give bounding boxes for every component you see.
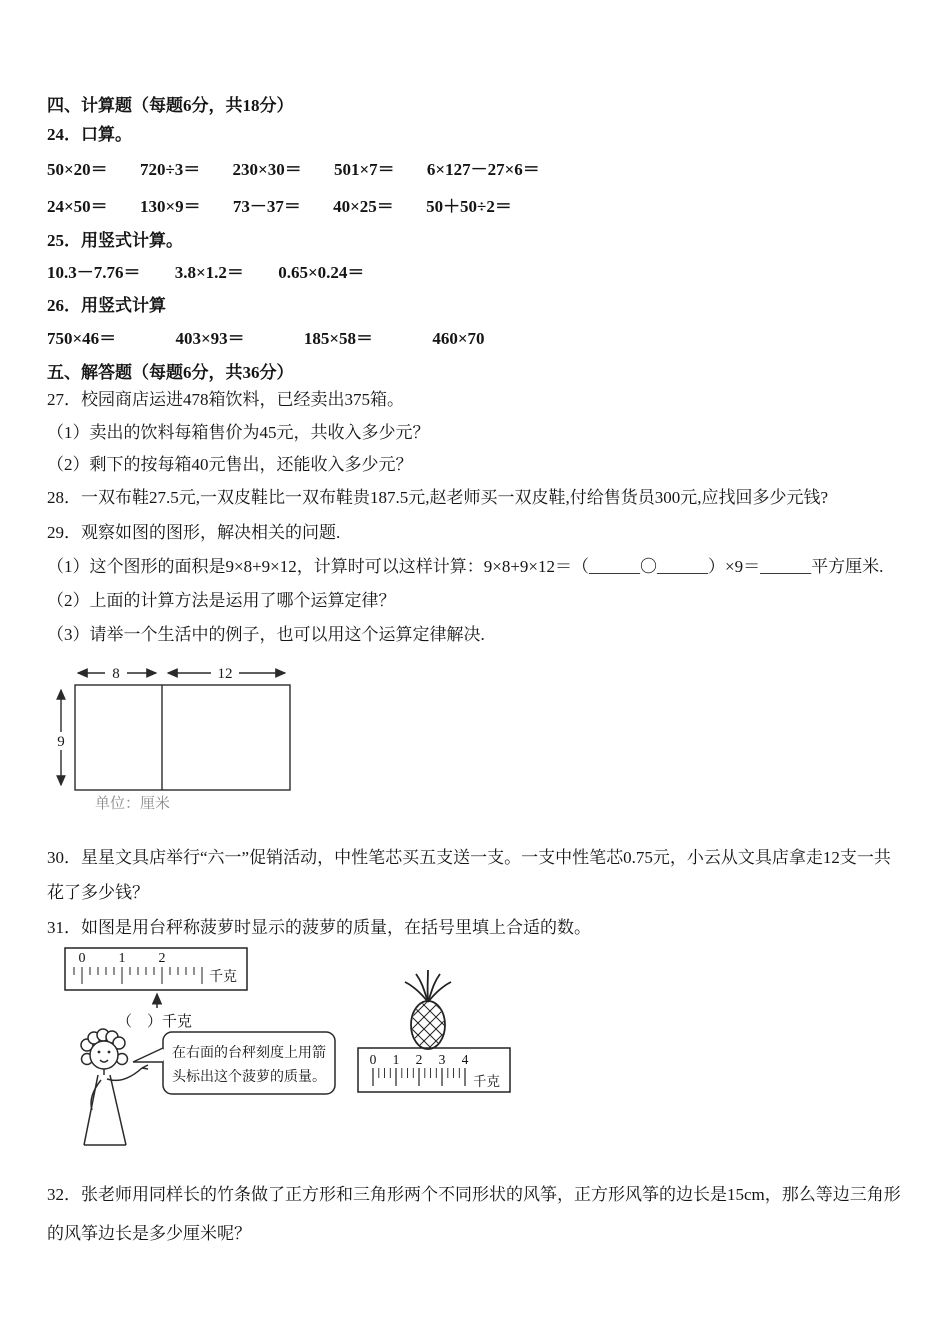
woman-extended-arm bbox=[107, 1068, 142, 1080]
bubble-text-line2: 头标出这个菠萝的质量。 bbox=[172, 1070, 326, 1085]
scale-1-unit: 千克 bbox=[209, 970, 237, 985]
q29-text: 29．观察如图的图形，解决相关的问题. bbox=[47, 523, 341, 542]
q31-text: 31．如图是用台秤称菠萝时显示的菠萝的质量，在括号里填上合适的数。 bbox=[47, 918, 591, 937]
scale-1-tickmarks bbox=[74, 967, 202, 984]
q25-heading: 25．用竖式计算。 bbox=[47, 231, 183, 250]
scale-1 bbox=[65, 948, 247, 990]
scale-2-major-ticks bbox=[373, 1068, 465, 1086]
scale-2-tick-3: 3 bbox=[438, 1052, 446, 1067]
scale-2-tick-4: 4 bbox=[461, 1052, 469, 1067]
speech-bubble bbox=[133, 1032, 335, 1094]
equation: 185×58＝ bbox=[303, 329, 374, 348]
q24-heading: 24．口算。 bbox=[47, 125, 132, 144]
equation: 6×127－27×6＝ bbox=[426, 160, 540, 179]
section-v-heading: 五、解答题（每题6分，共36分） bbox=[47, 363, 294, 382]
unit-label: 单位：厘米 bbox=[95, 796, 171, 812]
q28-text: 28．一双布鞋27.5元,一双皮鞋比一双布鞋贵187.5元,赵老师买一双皮鞋,付给售货员300元,应找回多少元钱? bbox=[47, 488, 829, 507]
area-diagram bbox=[53, 660, 313, 812]
equation: 403×93＝ bbox=[175, 329, 245, 348]
scale-1-tick-2: 2 bbox=[158, 951, 166, 966]
q30-text-line2: 花了多少钱？ bbox=[47, 883, 149, 902]
q32-text-line1: 32．张老师用同样长的竹条做了正方形和三角形两个不同形状的风筝，正方形风筝的边长是15cm，那么等边三角形 bbox=[47, 1185, 901, 1204]
q27-part2: （2）剩下的按每箱40元售出，还能收入多少元？ bbox=[47, 455, 413, 474]
q29-part3: （3）请举一个生活中的例子，也可以用这个运算定律解决. bbox=[47, 625, 485, 644]
scale-2 bbox=[358, 1048, 510, 1092]
equation: 24×50＝ bbox=[47, 197, 108, 216]
width-12-label: 12 bbox=[217, 666, 233, 682]
scale-2-tick-1: 1 bbox=[392, 1052, 400, 1067]
section-iv-heading: 四、计算题（每题6分，共18分） bbox=[47, 96, 294, 115]
equation: 501×7＝ bbox=[333, 160, 395, 179]
q27-part1: （1）卖出的饮料每箱售价为45元，共收入多少元？ bbox=[47, 423, 430, 442]
equation: 750×46＝ bbox=[47, 329, 117, 348]
scale-2-tick-0: 0 bbox=[369, 1052, 377, 1067]
height-9-label: 9 bbox=[57, 734, 65, 750]
q24-row1 bbox=[47, 158, 905, 182]
woman-cartoon bbox=[81, 1029, 148, 1145]
blank-kg-label: （ ）千克 bbox=[117, 1014, 193, 1030]
q30-text-line1: 30．星星文具店举行“六一”促销活动，中性笔芯买五支送一支。一支中性笔芯0.75元，小云从文具店拿走12支一共 bbox=[47, 848, 891, 867]
q27-text: 27．校园商店运进478箱饮料，已经卖出375箱。 bbox=[47, 390, 404, 409]
equation: 3.8×1.2＝ bbox=[174, 263, 244, 282]
scale-2-unit: 千克 bbox=[473, 1074, 500, 1089]
scale-illustration bbox=[45, 940, 525, 1170]
equation: 0.65×0.24＝ bbox=[278, 263, 365, 282]
equation: 40×25＝ bbox=[333, 197, 394, 216]
bubble-text-line1: 在右面的台秤刻度上用箭 bbox=[172, 1046, 326, 1061]
equation: 720÷3＝ bbox=[139, 160, 201, 179]
q25-row bbox=[47, 261, 905, 285]
q26-heading: 26．用竖式计算 bbox=[47, 296, 166, 315]
width-8-label: 8 bbox=[112, 666, 120, 682]
q24-row2 bbox=[47, 195, 905, 219]
scale-1-tick-1: 1 bbox=[118, 951, 126, 966]
woman-face bbox=[90, 1041, 118, 1069]
equation: 460×70 bbox=[432, 329, 485, 348]
rectangle-outline bbox=[75, 685, 290, 790]
scale-2-tick-2: 2 bbox=[415, 1052, 423, 1067]
q29-part2: （2）上面的计算方法是运用了哪个运算定律？ bbox=[47, 591, 396, 610]
scale-1-tick-0: 0 bbox=[78, 951, 86, 966]
q32-text-line2: 的风筝边长是多少厘米呢？ bbox=[47, 1224, 251, 1243]
equation: 50×20＝ bbox=[47, 160, 108, 179]
pineapple-icon bbox=[392, 964, 465, 1082]
q29-part1: （1）这个图形的面积是9×8+9×12，计算时可以这样计算：9×8+9×12＝（______〇______）×9＝______平方厘米. bbox=[47, 557, 884, 576]
equation: 130×9＝ bbox=[139, 197, 201, 216]
q26-row bbox=[47, 327, 905, 351]
equation: 10.3－7.76＝ bbox=[47, 263, 141, 282]
equation: 230×30＝ bbox=[232, 160, 302, 179]
equation: 50＋50÷2＝ bbox=[426, 197, 512, 216]
equation: 73－37＝ bbox=[232, 197, 301, 216]
